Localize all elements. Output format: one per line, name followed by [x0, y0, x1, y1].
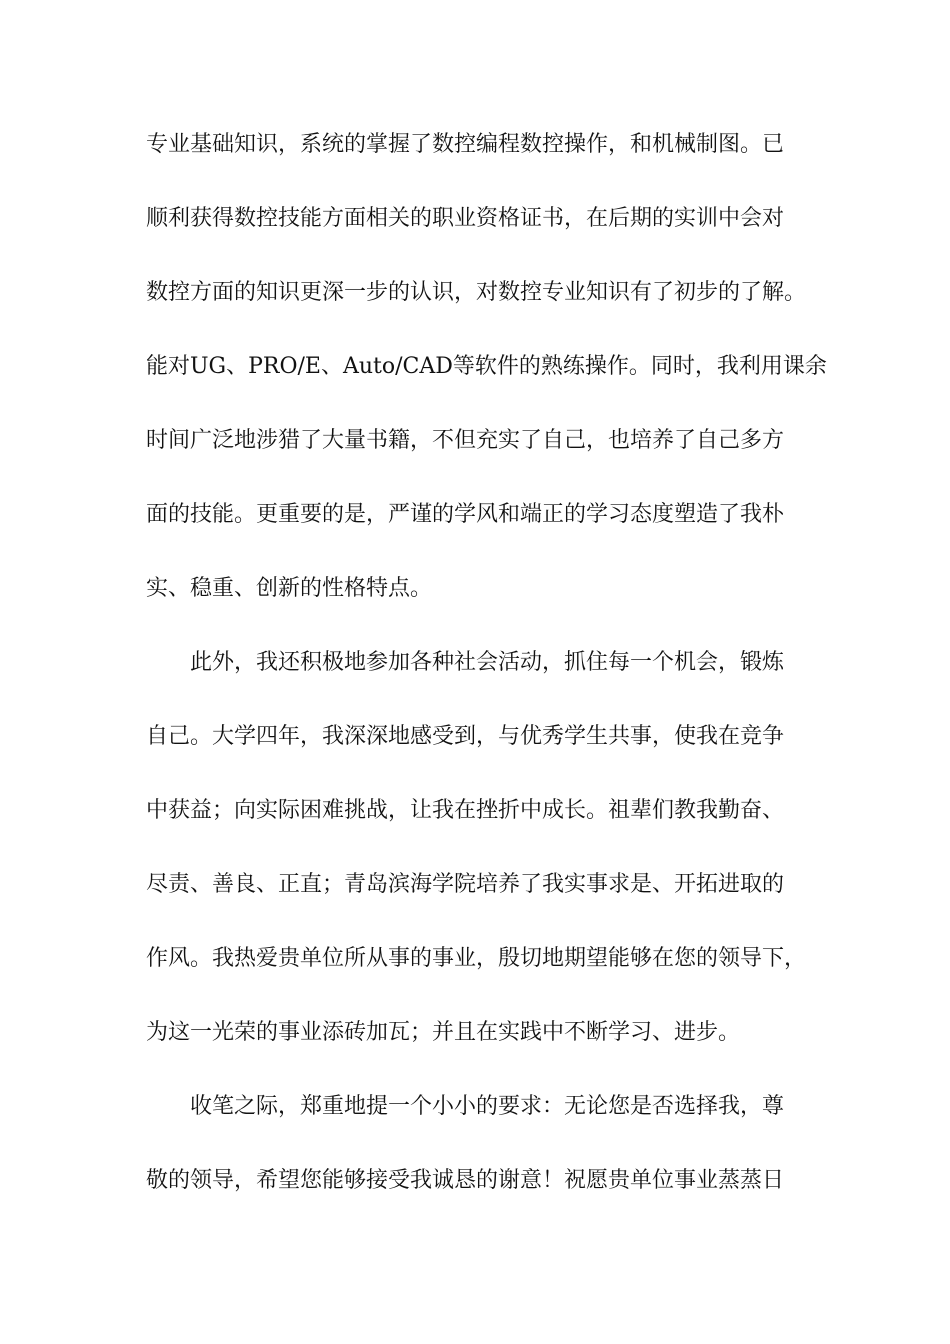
text-line: 自己。大学四年，我深深地感受到，与优秀学生共事，使我在竞争 [146, 724, 785, 749]
text-line: 作风。我热爱贵单位所从事的事业，殷切地期望能够在您的领导下， [146, 946, 807, 971]
text-line: 中获益；向实际困难挑战，让我在挫折中成长。祖辈们教我勤奋、 [146, 798, 785, 823]
text-line: 尽责、善良、正直；青岛滨海学院培养了我实事求是、开拓进取的 [146, 872, 785, 897]
text-line: 时间广泛地涉猎了大量书籍，不但充实了自己，也培养了自己多方 [146, 428, 785, 453]
text-line: 顺利获得数控技能方面相关的职业资格证书，在后期的实训中会对 [146, 206, 785, 231]
text-line: 敬的领导，希望您能够接受我诚恳的谢意！祝愿贵单位事业蒸蒸日 [146, 1168, 785, 1193]
text-line: 数控方面的知识更深一步的认识，对数控专业知识有了初步的了解。 [146, 280, 807, 305]
text-line: 为这一光荣的事业添砖加瓦；并且在实践中不断学习、进步。 [146, 1020, 741, 1045]
text-line: 实、稳重、创新的性格特点。 [146, 576, 433, 601]
text-line: 面的技能。更重要的是，严谨的学风和端正的学习态度塑造了我朴 [146, 502, 785, 527]
text-line: 专业基础知识，系统的掌握了数控编程数控操作，和机械制图。已 [146, 132, 785, 157]
paragraph-first-line: 此外，我还积极地参加各种社会活动，抓住每一个机会，锻炼 [190, 650, 785, 675]
text-line: 能对UG、PRO/E、Auto/CAD等软件的熟练操作。同时，我利用课余 [146, 354, 827, 379]
paragraph-first-line: 收笔之际，郑重地提一个小小的要求：无论您是否选择我，尊 [190, 1094, 785, 1119]
